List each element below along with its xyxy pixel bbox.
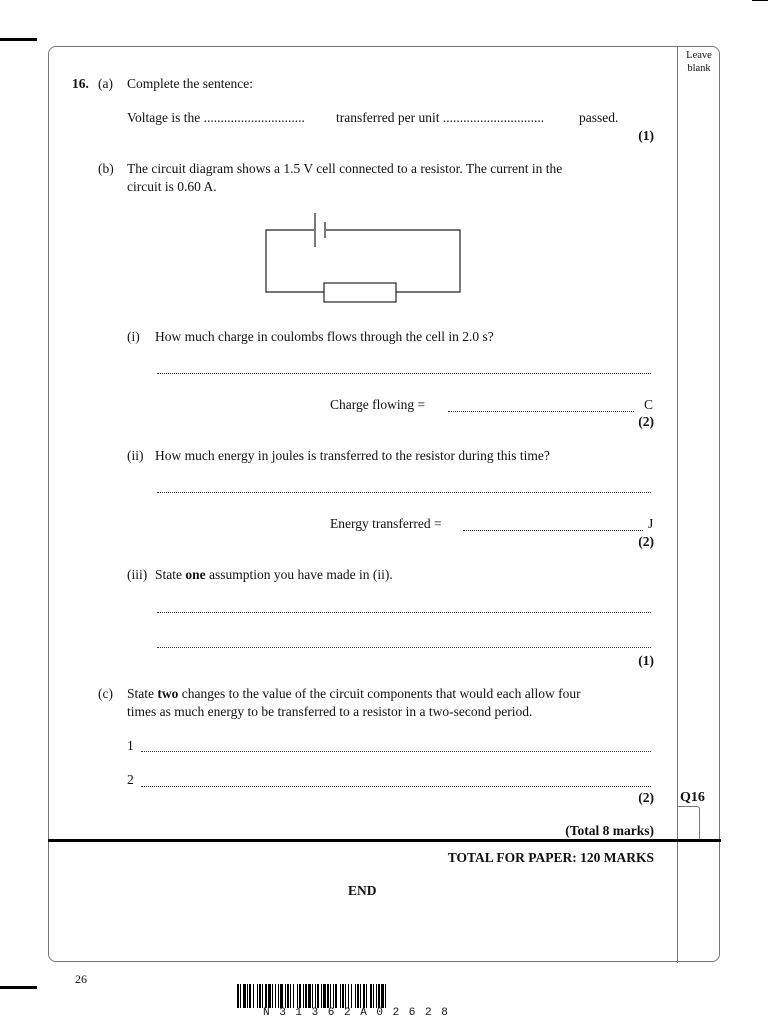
question-tag: Q16 xyxy=(680,790,705,805)
answer-line[interactable] xyxy=(157,647,651,648)
charge-answer-field[interactable] xyxy=(448,411,634,412)
thick-rule xyxy=(48,839,721,842)
crop-mark-corner xyxy=(752,0,768,1)
resistor-symbol xyxy=(324,283,396,302)
sentence-end: passed. xyxy=(579,110,619,125)
marks-b-i: (2) xyxy=(638,414,654,429)
page-number: 26 xyxy=(75,972,87,986)
part-b-iii-label: (iii) xyxy=(127,567,148,582)
examiner-mark-box[interactable] xyxy=(678,806,700,841)
total-marks: (Total 8 marks) xyxy=(565,823,654,838)
part-b-ii-question: How much energy in joules is transferred to the resistor during this time? xyxy=(155,448,550,463)
part-b-iii-question xyxy=(155,567,393,583)
part-c-question-line2: times as much energy to be transferred to a resistor in a two-second period. xyxy=(127,704,533,719)
part-a-label: (a) xyxy=(98,76,113,91)
part-b-text-line2: circuit is 0.60 A. xyxy=(127,179,217,194)
crop-mark-top xyxy=(0,38,37,41)
marks-c: (2) xyxy=(638,790,654,805)
marks-b-iii: (1) xyxy=(638,653,654,668)
charge-answer-label: Charge flowing = xyxy=(330,397,426,412)
energy-unit: J xyxy=(648,516,654,531)
sentence-blank-1[interactable]: Voltage is the .............................. xyxy=(127,110,305,125)
total-for-paper: TOTAL FOR PAPER: 120 MARKS xyxy=(447,850,654,865)
q-text: changes to the value of the circuit components that would each allow four xyxy=(181,686,581,701)
end-label: END xyxy=(348,883,377,898)
working-line[interactable] xyxy=(157,492,651,493)
part-b-ii-label: (ii) xyxy=(127,448,144,463)
answer-line-1[interactable] xyxy=(141,751,651,752)
q-emphasis: one xyxy=(185,567,206,582)
question-number: 16. xyxy=(72,76,89,91)
answer-item-number: 1 xyxy=(127,738,134,753)
sentence-blank-2[interactable]: transferred per unit .............................. xyxy=(336,110,545,125)
q-emphasis: two xyxy=(157,686,179,701)
leave-blank-label: Leave blank xyxy=(686,50,712,74)
answer-item-number: 2 xyxy=(127,772,134,787)
q-text: State xyxy=(155,567,182,582)
part-b-i-question: How much charge in coulombs flows through the cell in 2.0 s? xyxy=(155,329,494,344)
barcode xyxy=(237,984,535,1008)
part-b-text-line1: The circuit diagram shows a 1.5 V cell connected to a resistor. The current in the xyxy=(127,161,563,176)
crop-mark-bottom xyxy=(0,986,37,989)
part-a-instruction: Complete the sentence: xyxy=(127,76,253,91)
marks-a: (1) xyxy=(638,128,654,143)
answer-line[interactable] xyxy=(157,612,651,613)
part-b-label: (b) xyxy=(98,161,114,176)
energy-answer-field[interactable] xyxy=(463,530,643,531)
marks-b-ii: (2) xyxy=(638,534,654,549)
energy-answer-label: Energy transferred = xyxy=(330,516,442,531)
working-line[interactable] xyxy=(157,373,651,374)
part-c-question-line1 xyxy=(127,686,581,702)
part-c-label: (c) xyxy=(98,686,113,701)
part-b-i-label: (i) xyxy=(127,329,140,344)
circuit-diagram xyxy=(262,210,464,306)
charge-unit: C xyxy=(644,397,654,412)
q-text: State xyxy=(127,686,154,701)
barcode-text: N31362A02628 xyxy=(263,1007,458,1019)
answer-line-2[interactable] xyxy=(141,786,651,787)
q-text: assumption you have made in (ii). xyxy=(209,567,393,582)
